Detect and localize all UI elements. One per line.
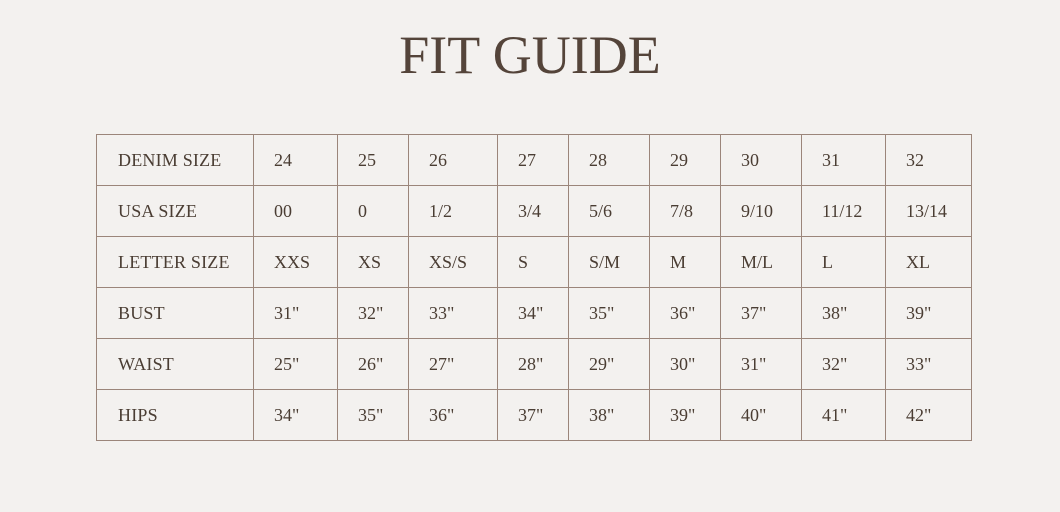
- table-cell: 34": [254, 390, 338, 441]
- table-cell: 31": [254, 288, 338, 339]
- table-cell: 11/12: [802, 186, 886, 237]
- table-cell: 38": [802, 288, 886, 339]
- table-cell: 25: [338, 135, 409, 186]
- table-cell: S: [498, 237, 569, 288]
- row-label: HIPS: [97, 390, 254, 441]
- page-title: FIT GUIDE: [399, 25, 661, 85]
- table-cell: 27": [409, 339, 498, 390]
- table-cell: 34": [498, 288, 569, 339]
- table-cell: 29: [650, 135, 721, 186]
- table-row: [97, 186, 972, 237]
- row-label: USA SIZE: [97, 186, 254, 237]
- table-cell: L: [802, 237, 886, 288]
- table-cell: S/M: [569, 237, 650, 288]
- table-cell: 37": [721, 288, 802, 339]
- table-cell: 33": [886, 339, 972, 390]
- table-row: [97, 237, 972, 288]
- table-cell: M/L: [721, 237, 802, 288]
- table-cell: 42": [886, 390, 972, 441]
- table-cell: 28": [498, 339, 569, 390]
- table-cell: 26: [409, 135, 498, 186]
- table-cell: 25": [254, 339, 338, 390]
- table-cell: 1/2: [409, 186, 498, 237]
- table-cell: 5/6: [569, 186, 650, 237]
- table-cell: 35": [569, 288, 650, 339]
- table-row: [97, 390, 972, 441]
- table-cell: 24: [254, 135, 338, 186]
- table-cell: 32: [886, 135, 972, 186]
- table-cell: XXS: [254, 237, 338, 288]
- row-label: DENIM SIZE: [97, 135, 254, 186]
- table-cell: 41": [802, 390, 886, 441]
- table-cell: 0: [338, 186, 409, 237]
- table-cell: 29": [569, 339, 650, 390]
- table-cell: 31: [802, 135, 886, 186]
- table-cell: 3/4: [498, 186, 569, 237]
- table-cell: 36": [650, 288, 721, 339]
- table-cell: 31": [721, 339, 802, 390]
- table-cell: XS/S: [409, 237, 498, 288]
- table-cell: 26": [338, 339, 409, 390]
- table-cell: 37": [498, 390, 569, 441]
- table-cell: 35": [338, 390, 409, 441]
- table-cell: 30: [721, 135, 802, 186]
- table-cell: 32": [338, 288, 409, 339]
- table-cell: XL: [886, 237, 972, 288]
- row-label: WAIST: [97, 339, 254, 390]
- table-cell: M: [650, 237, 721, 288]
- fit-guide-table: [96, 134, 972, 441]
- fit-guide-table-body: [97, 135, 972, 441]
- table-cell: 36": [409, 390, 498, 441]
- row-label: LETTER SIZE: [97, 237, 254, 288]
- table-cell: 40": [721, 390, 802, 441]
- table-cell: 33": [409, 288, 498, 339]
- table-cell: 27: [498, 135, 569, 186]
- table-cell: 9/10: [721, 186, 802, 237]
- table-cell: 39": [886, 288, 972, 339]
- table-cell: 30": [650, 339, 721, 390]
- table-row: [97, 339, 972, 390]
- row-label: BUST: [97, 288, 254, 339]
- table-cell: 38": [569, 390, 650, 441]
- table-row: [97, 135, 972, 186]
- table-cell: 28: [569, 135, 650, 186]
- table-cell: 13/14: [886, 186, 972, 237]
- table-cell: 00: [254, 186, 338, 237]
- table-cell: XS: [338, 237, 409, 288]
- table-cell: 39": [650, 390, 721, 441]
- table-cell: 32": [802, 339, 886, 390]
- table-row: [97, 288, 972, 339]
- table-cell: 7/8: [650, 186, 721, 237]
